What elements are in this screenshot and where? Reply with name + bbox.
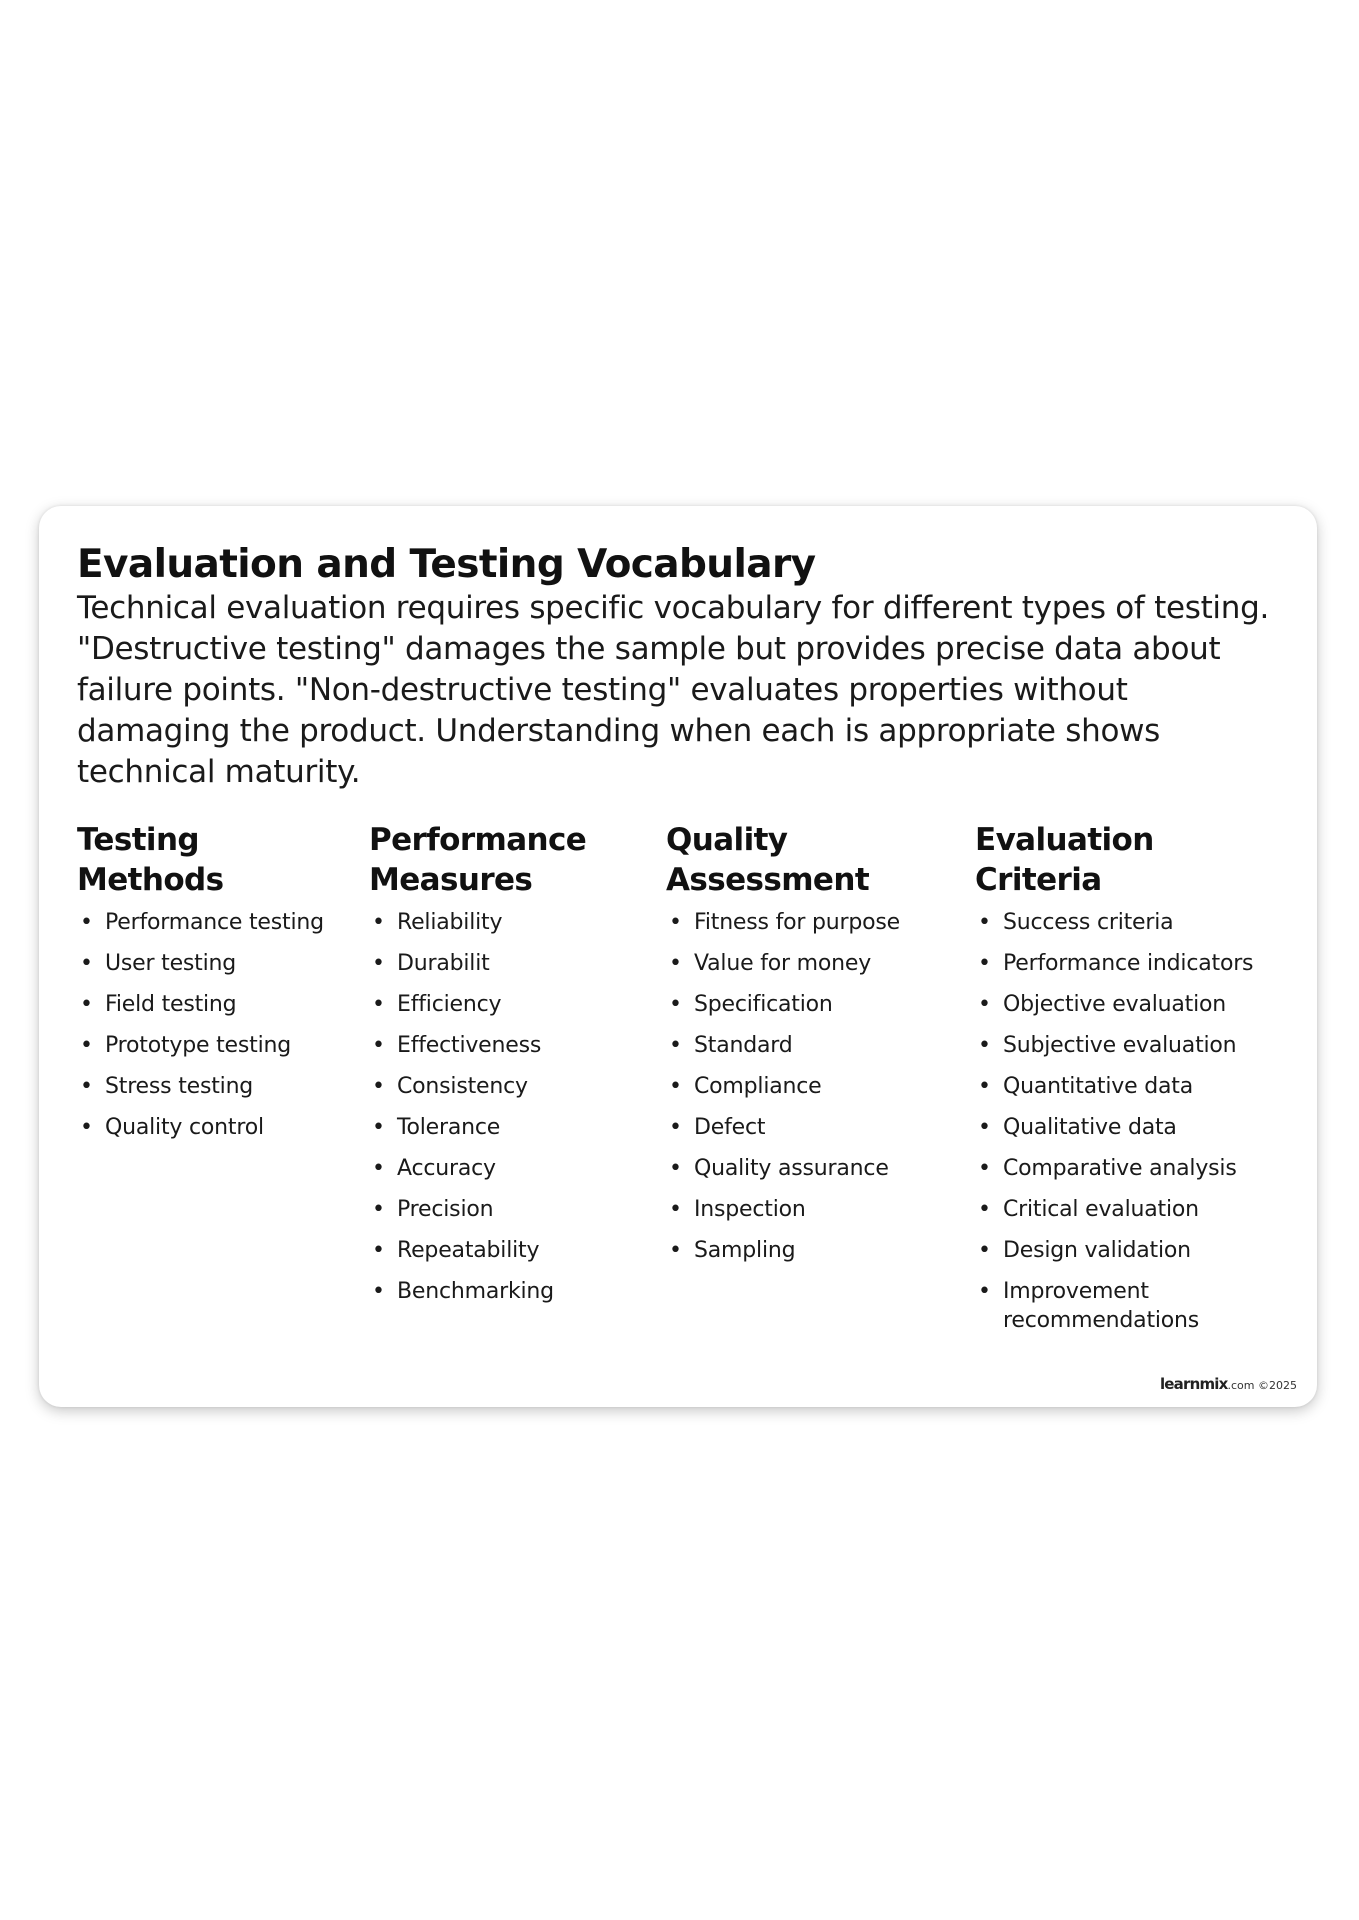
term-text: Prototype testing — [105, 1033, 291, 1058]
copyright-text: ©2025 — [1258, 1379, 1297, 1392]
term-list — [975, 908, 1295, 1335]
term-text: Durabilit — [397, 951, 490, 976]
term-text: Design validation — [1003, 1238, 1191, 1263]
bullet-icon: • — [669, 1033, 682, 1058]
column-heading: Performance Measures — [369, 822, 587, 898]
term-text: Inspection — [694, 1197, 806, 1222]
list-item — [666, 908, 966, 937]
column-quality-assessment — [666, 820, 966, 1277]
list-item — [975, 990, 1295, 1019]
term-text: Tolerance — [397, 1115, 501, 1140]
list-item — [369, 1277, 659, 1306]
term-text: Quality assurance — [694, 1156, 889, 1181]
bullet-icon: • — [669, 1074, 682, 1099]
bullet-icon: • — [372, 1197, 385, 1222]
list-item — [666, 1031, 966, 1060]
bullet-icon: • — [978, 1115, 991, 1140]
bullet-icon: • — [978, 951, 991, 976]
term-text: Reliability — [397, 910, 503, 935]
bullet-icon: • — [669, 1238, 682, 1263]
list-item — [77, 1113, 357, 1142]
term-text: Defect — [694, 1115, 766, 1140]
bullet-icon: • — [372, 1115, 385, 1140]
bullet-icon: • — [978, 992, 991, 1017]
term-text: Fitness for purpose — [694, 910, 901, 935]
term-text: Compliance — [694, 1074, 822, 1099]
list-item — [77, 949, 357, 978]
list-item — [369, 1031, 659, 1060]
bullet-icon: • — [372, 951, 385, 976]
term-text: Accuracy — [397, 1156, 496, 1181]
bullet-icon: • — [372, 910, 385, 935]
bullet-icon: • — [669, 1197, 682, 1222]
bullet-icon: • — [669, 992, 682, 1017]
bullet-icon: • — [669, 910, 682, 935]
bullet-icon: • — [80, 992, 93, 1017]
column-heading: Evaluation Criteria — [975, 822, 1154, 898]
list-item — [666, 990, 966, 1019]
column-evaluation-criteria — [975, 820, 1295, 1347]
list-item — [369, 1154, 659, 1183]
bullet-icon: • — [978, 910, 991, 935]
column-performance-measures — [369, 820, 659, 1318]
term-text: Precision — [397, 1197, 494, 1222]
list-item — [975, 1277, 1295, 1335]
bullet-icon: • — [372, 1033, 385, 1058]
list-item — [77, 990, 357, 1019]
bullet-icon: • — [978, 1238, 991, 1263]
bullet-icon: • — [978, 1074, 991, 1099]
list-item — [369, 990, 659, 1019]
term-text: Sampling — [694, 1238, 796, 1263]
term-text: User testing — [105, 951, 237, 976]
term-text: Success criteria — [1003, 910, 1174, 935]
term-text: Consistency — [397, 1074, 528, 1099]
bullet-icon: • — [669, 951, 682, 976]
list-item — [666, 1195, 966, 1224]
bullet-icon: • — [372, 1279, 385, 1304]
list-item — [369, 1113, 659, 1142]
term-text: Comparative analysis — [1003, 1156, 1237, 1181]
card-title: Evaluation and Testing Vocabulary — [77, 542, 816, 587]
list-item — [975, 1236, 1295, 1265]
list-item — [369, 908, 659, 937]
list-item — [975, 949, 1295, 978]
term-text: Stress testing — [105, 1074, 254, 1099]
list-item — [666, 1113, 966, 1142]
term-text: Standard — [694, 1033, 793, 1058]
list-item — [975, 908, 1295, 937]
list-item — [369, 949, 659, 978]
term-text: Field testing — [105, 992, 237, 1017]
term-text: Performance indicators — [1003, 951, 1254, 976]
list-item — [369, 1195, 659, 1224]
bullet-icon: • — [669, 1115, 682, 1140]
column-heading: Quality Assessment — [666, 822, 870, 898]
term-text: Benchmarking — [397, 1279, 554, 1304]
list-item — [369, 1072, 659, 1101]
list-item — [666, 1072, 966, 1101]
term-text: Critical evaluation — [1003, 1197, 1199, 1222]
term-text: Objective evaluation — [1003, 992, 1227, 1017]
term-list — [369, 908, 659, 1306]
brand-logo: learnmix — [1159, 1375, 1228, 1393]
bullet-icon: • — [372, 1156, 385, 1181]
column-testing-methods — [77, 820, 357, 1154]
bullet-icon: • — [372, 1238, 385, 1263]
bullet-icon: • — [372, 1074, 385, 1099]
term-text: Repeatability — [397, 1238, 540, 1263]
intro-paragraph: Technical evaluation requires specific vocabulary for different types of testing. "Destructive testing" damages the sample but provides precise data about failure points. "Non-destructive testing" evaluates properties without damaging the product. Understanding when each is appropriate shows technical maturity. — [77, 590, 1270, 790]
term-text: Effectiveness — [397, 1033, 542, 1058]
term-list — [77, 908, 357, 1142]
bullet-icon: • — [80, 910, 93, 935]
brand-domain: .com — [1227, 1379, 1255, 1392]
term-text: Qualitative data — [1003, 1115, 1177, 1140]
bullet-icon: • — [978, 1197, 991, 1222]
bullet-icon: • — [669, 1156, 682, 1181]
list-item — [666, 949, 966, 978]
list-item — [666, 1236, 966, 1265]
bullet-icon: • — [372, 992, 385, 1017]
footer-credit — [1160, 1375, 1297, 1393]
term-text: Quality control — [105, 1115, 264, 1140]
term-text: Value for money — [694, 951, 872, 976]
term-text: Subjective evaluation — [1003, 1033, 1237, 1058]
vocabulary-card — [39, 506, 1317, 1407]
list-item — [975, 1113, 1295, 1142]
list-item — [975, 1154, 1295, 1183]
term-text: Quantitative data — [1003, 1074, 1193, 1099]
term-text: Efficiency — [397, 992, 502, 1017]
term-list — [666, 908, 966, 1265]
bullet-icon: • — [80, 1074, 93, 1099]
bullet-icon: • — [978, 1279, 991, 1304]
list-item — [77, 1072, 357, 1101]
bullet-icon: • — [80, 1115, 93, 1140]
term-text: Performance testing — [105, 910, 324, 935]
bullet-icon: • — [978, 1033, 991, 1058]
bullet-icon: • — [80, 1033, 93, 1058]
term-text: Specification — [694, 992, 833, 1017]
list-item — [77, 908, 357, 937]
column-heading: Testing Methods — [77, 822, 224, 898]
list-item — [975, 1072, 1295, 1101]
term-text: Improvement recommendations — [1003, 1279, 1200, 1333]
list-item — [975, 1031, 1295, 1060]
bullet-icon: • — [978, 1156, 991, 1181]
list-item — [77, 1031, 357, 1060]
list-item — [369, 1236, 659, 1265]
list-item — [666, 1154, 966, 1183]
bullet-icon: • — [80, 951, 93, 976]
list-item — [975, 1195, 1295, 1224]
